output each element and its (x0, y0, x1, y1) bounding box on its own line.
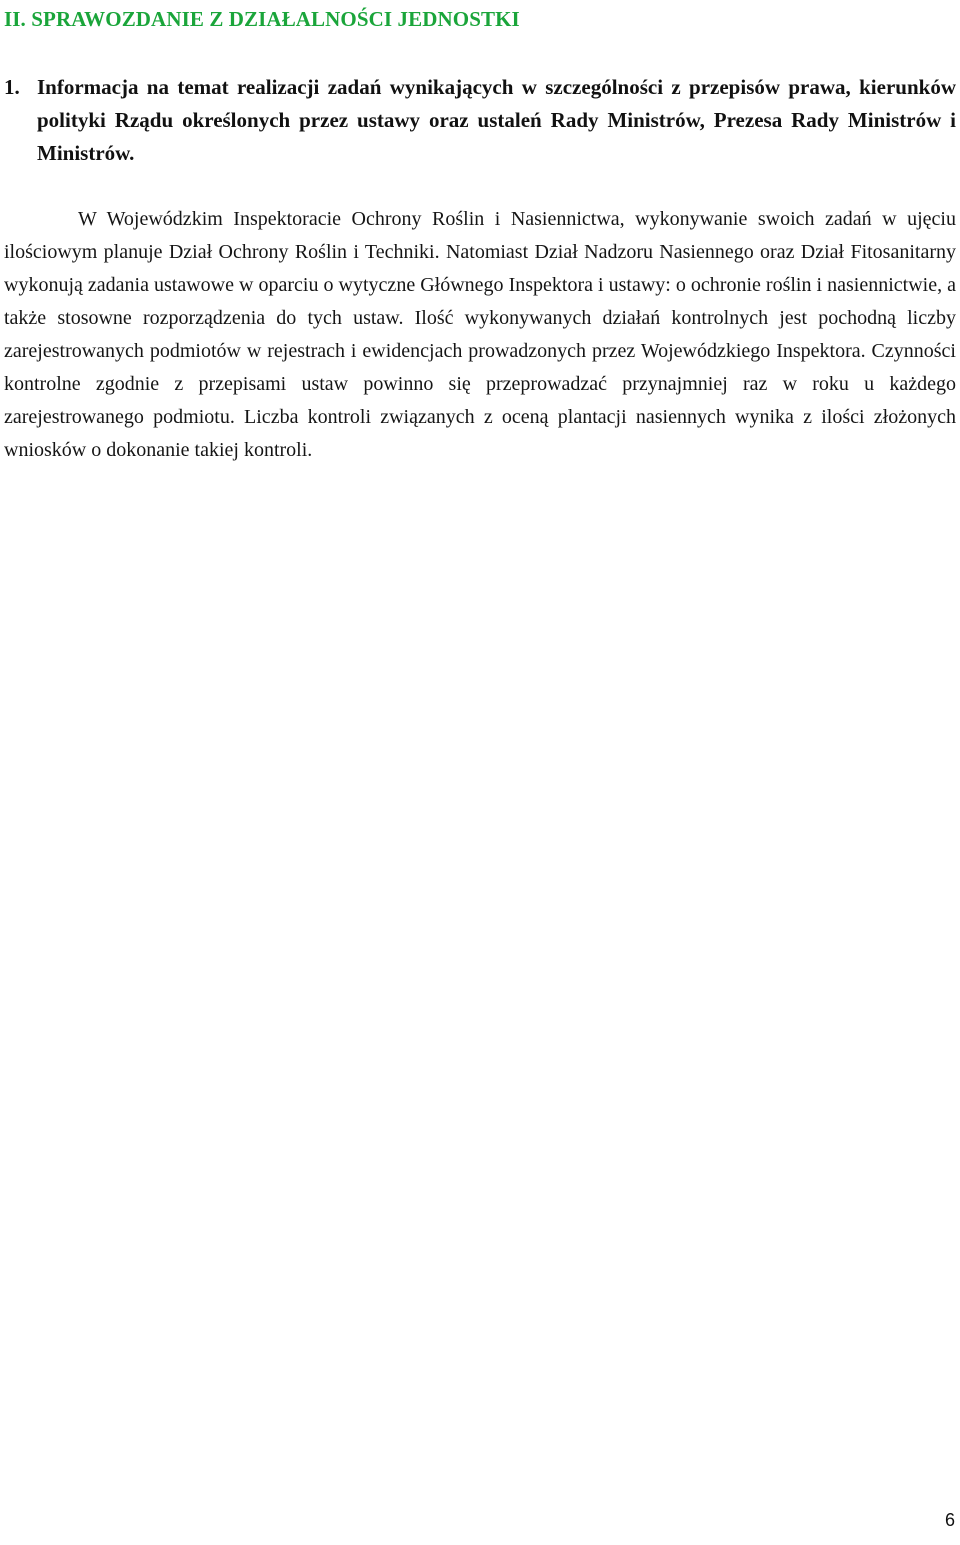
item-heading: Informacja na temat realizacji zadań wynikających w szczególności z przepisów prawa, kierunków polityki Rządu określonych przez ustawy oraz ustaleń Rady Ministrów, Prezesa Rady Ministrów i Ministrów. (37, 75, 956, 165)
numbered-item (4, 71, 956, 170)
item-number: 1. (4, 75, 20, 99)
page-number: 6 (944, 1510, 955, 1530)
section-heading: II. SPRAWOZDANIE Z DZIAŁALNOŚCI JEDNOSTKI (4, 7, 520, 31)
body-paragraph: W Wojewódzkim Inspektoracie Ochrony Roślin i Nasiennictwa, wykonywanie swoich zadań w ujęciu ilościowym planuje Dział Ochrony Roślin i Techniki. Natomiast Dział Nadzoru Nasiennego oraz Dział Fitosanitarny wykonują zadania ustawowe w oparciu o wytyczne Głównego Inspektora i ustawy: o ochronie roślin i nasiennictwie, a także stosowne rozporządzenia do tych ustaw. Ilość wykonywanych działań kontrolnych jest pochodną liczby zarejestrowanych podmiotów w rejestrach i ewidencjach prowadzonych przez Wojewódzkiego Inspektora. Czynności kontrolne zgodnie z przepisami ustaw powinno się przeprowadzać przynajmniej raz w roku u każdego zarejestrowanego podmiotu. Liczba kontroli związanych z oceną plantacji nasiennych wynika z ilości złożonych wniosków o dokonanie takiej kontroli. (4, 208, 956, 461)
